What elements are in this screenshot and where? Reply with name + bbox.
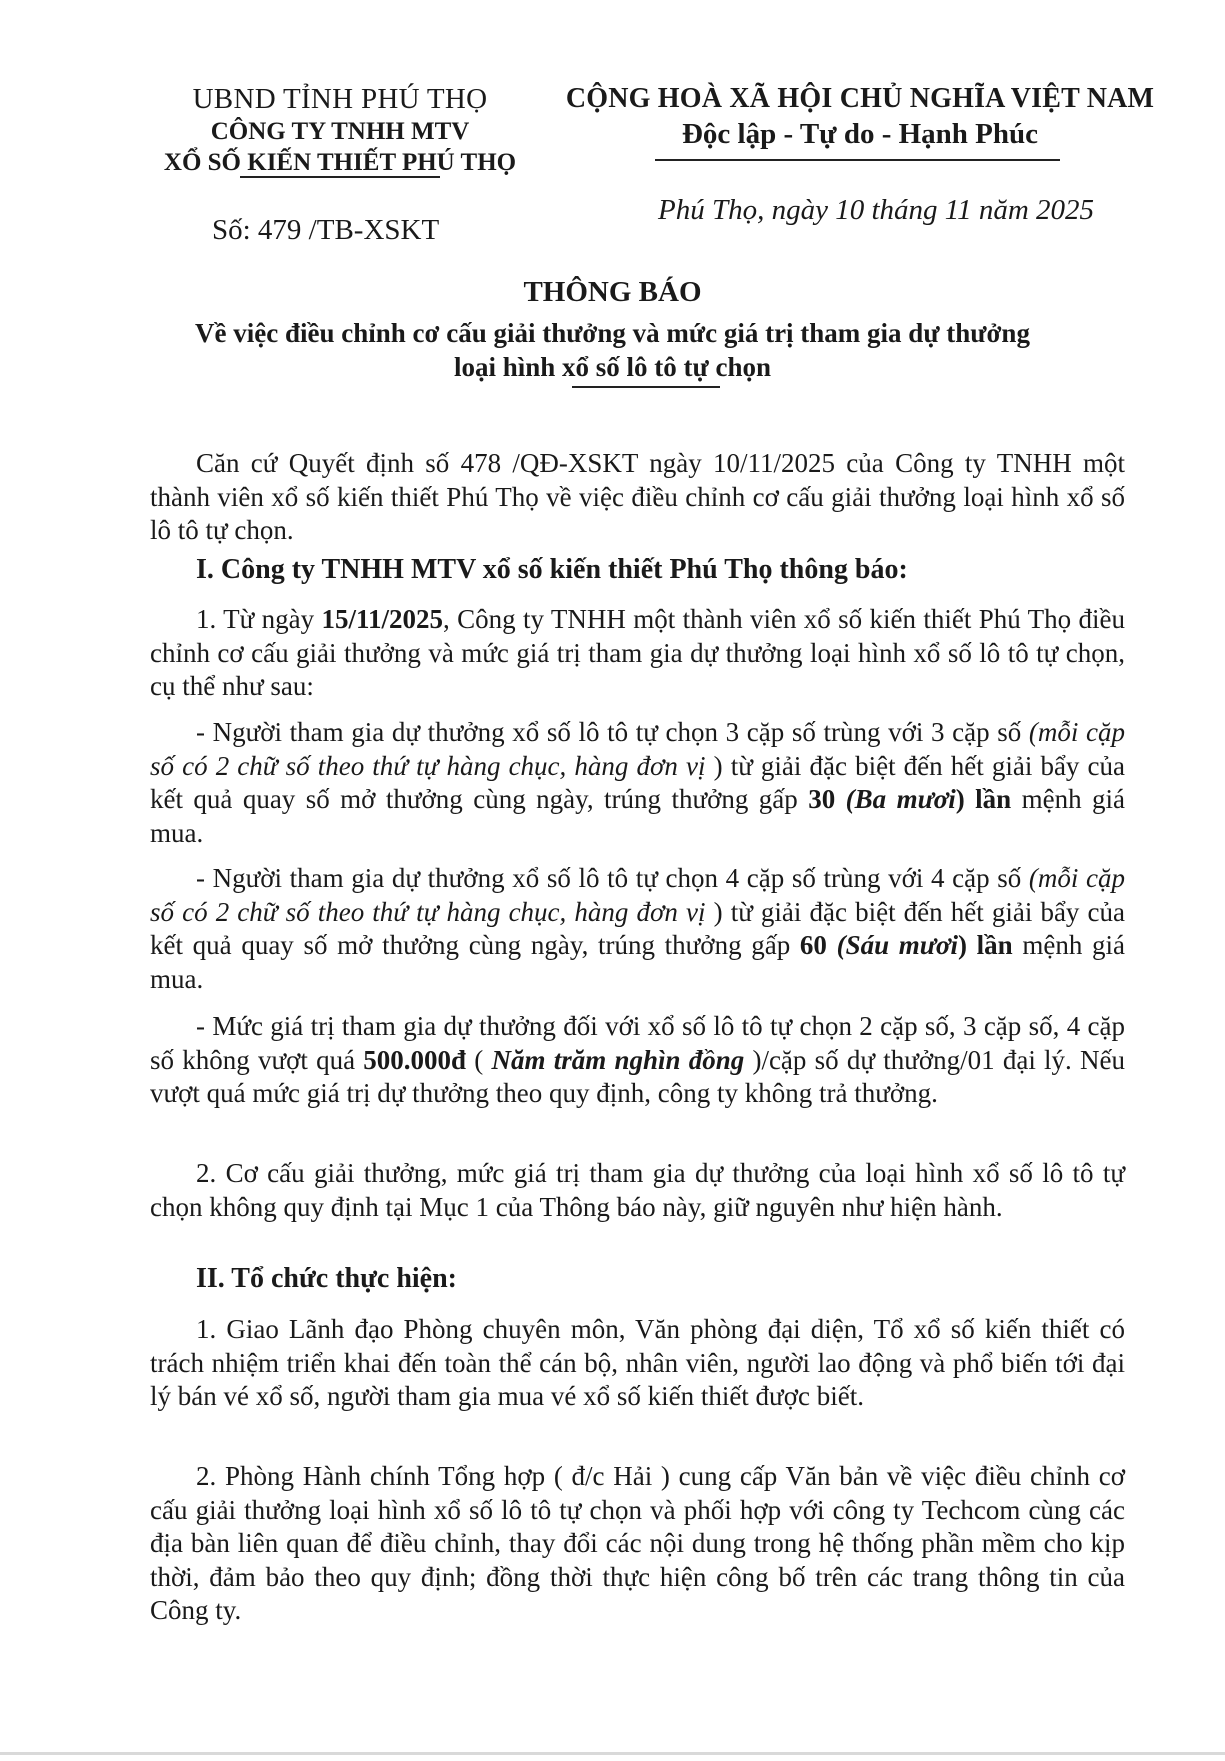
- issuer-underline: [240, 176, 440, 178]
- s1p1-effective-date: 15/11/2025: [321, 604, 443, 634]
- b2-italic-note: (mỗi cặp số có 2 chữ số theo thứ tự hàng chục, hàng đơn vị: [150, 863, 1125, 927]
- s1p2-text: 2. Cơ cấu giải thưởng, mức giá trị tham gia dự thưởng của loại hình xổ số lô tô tự chọn không quy định tại Mục 1 của Thông báo này, giữ nguyên như hiện hành.: [150, 1158, 1125, 1222]
- national-title: CỘNG HOÀ XÃ HỘI CHỦ NGHĨA VIỆT NAM: [565, 83, 1155, 114]
- b2-multiplier: 60: [799, 930, 827, 960]
- section1-paragraph2: [150, 1157, 1125, 1224]
- national-header: [560, 82, 1160, 152]
- s1p1-text-a: 1. Từ ngày: [196, 604, 322, 634]
- document-subtitle-line1: Về việc điều chỉnh cơ cấu giải thưởng và mức giá trị tham gia dự thưởng: [195, 318, 1030, 348]
- s1p1-text-b: , Công ty TNHH một thành viên xổ số kiến thiết Phú Thọ điều chỉnh cơ cấu giải thưởng và mức giá trị tham gia dự thưởng loại hình xổ số lô tô tự chọn, cụ thể như sau:: [150, 604, 1125, 701]
- document-title: THÔNG BÁO: [523, 276, 702, 308]
- issuer-header: [140, 82, 540, 178]
- b2-lan: ) lần: [957, 930, 1013, 960]
- section2-paragraph2: [150, 1460, 1125, 1628]
- b2-multiplier-words: (Sáu mươi: [836, 930, 958, 960]
- b3-open: (: [466, 1044, 492, 1075]
- preamble: [150, 447, 1125, 548]
- section1-bullet2: [150, 862, 1125, 996]
- b1-italic-note: (mỗi cặp số có 2 chữ số theo thứ tự hàng chục, hàng đơn vị: [150, 717, 1125, 781]
- b2-text-a: - Người tham gia dự thưởng xổ số lô tô tự chọn 4 cặp số trùng với 4 cặp số: [196, 863, 1029, 893]
- b1-multiplier-words: (Ba mươi: [845, 784, 956, 814]
- section2-paragraph1: [150, 1313, 1125, 1414]
- title-underline: [572, 386, 720, 388]
- b3-amount: 500.000đ: [363, 1044, 467, 1075]
- b2-text-c: mệnh giá mua.: [150, 930, 1125, 994]
- section2-heading: II. Tổ chức thực hiện:: [196, 1263, 457, 1294]
- b1-text-c: mệnh giá mua.: [150, 784, 1125, 848]
- section1-bullet1: [150, 716, 1125, 850]
- s2p2-text: 2. Phòng Hành chính Tổng hợp ( đ/c Hải ) cung cấp Văn bản về việc điều chỉnh cơ cấu giải thưởng loại hình xổ số lô tô tự chọn và phối hợp với công ty Techcom cùng các địa bàn liên quan để điều chỉnh, thay đổi các nội dung trong hệ thống phần mềm cho kịp thời, đảm bảo theo quy định; đồng thời thực hiện công bố trên các trang thông tin của Công ty.: [150, 1461, 1125, 1625]
- document-subtitle-line2: loại hình xổ số lô tô tự chọn: [453, 352, 771, 382]
- s2p1-text: 1. Giao Lãnh đạo Phòng chuyên môn, Văn phòng đại diện, Tổ xổ số kiến thiết có trách nhiệm triển khai đến toàn thể cán bộ, nhân viên, người lao động và phổ biến tới đại lý bán vé xổ số, người tham gia mua vé xổ số kiến thiết được biết.: [150, 1314, 1125, 1411]
- section1-heading: I. Công ty TNHH MTV xổ số kiến thiết Phú Thọ thông báo:: [196, 554, 908, 585]
- b1-text-a: - Người tham gia dự thưởng xổ số lô tô tự chọn 3 cặp số trùng với 3 cặp số: [196, 717, 1029, 747]
- document-number: Số: 479 /TB-XSKT: [212, 214, 440, 246]
- preamble-text: Căn cứ Quyết định số 478 /QĐ-XSKT ngày 10/11/2025 của Công ty TNHH một thành viên xổ số kiến thiết Phú Thọ về việc điều chỉnh cơ cấu giải thưởng loại hình xổ số lô tô tự chọn.: [150, 448, 1125, 545]
- b2-text-b: ) từ giải đặc biệt đến hết giải bẩy của kết quả quay số mở thưởng cùng ngày, trúng thưởng gấp: [150, 896, 1125, 960]
- b3-amount-words: Năm trăm nghìn đồng: [491, 1044, 745, 1075]
- b1-text-b: ) từ giải đặc biệt đến hết giải bẩy của kết quả quay số mở thưởng cùng ngày, trúng thưởng gấp: [150, 750, 1125, 814]
- issuer-company-name: XỔ SỐ KIẾN THIẾT PHÚ THỌ: [163, 149, 517, 176]
- section1-paragraph1: [150, 603, 1125, 704]
- b1-lan: ) lần: [955, 784, 1012, 814]
- issuer-company-type: CÔNG TY TNHH MTV: [210, 118, 470, 145]
- issuer-authority: UBND TỈNH PHÚ THỌ: [192, 83, 488, 115]
- b1-multiplier: 30: [808, 784, 836, 814]
- b3-text-a: - Mức giá trị tham gia dự thưởng đối với xổ số lô tô tự chọn 2 cặp số, 3 cặp số, 4 cặp số không vượt quá: [150, 1011, 1125, 1075]
- scan-bottom-edge: [0, 1752, 1225, 1755]
- b3-text-b: )/cặp số dự thưởng/01 đại lý. Nếu vượt quá mức giá trị dự thưởng theo quy định, công ty không trả thưởng.: [150, 1044, 1125, 1108]
- section1-bullet3: [150, 1010, 1125, 1111]
- document-date: Phú Thọ, ngày 10 tháng 11 năm 2025: [658, 194, 1095, 226]
- national-motto: Độc lập - Tự do - Hạnh Phúc: [681, 118, 1039, 150]
- motto-underline: [655, 159, 1060, 161]
